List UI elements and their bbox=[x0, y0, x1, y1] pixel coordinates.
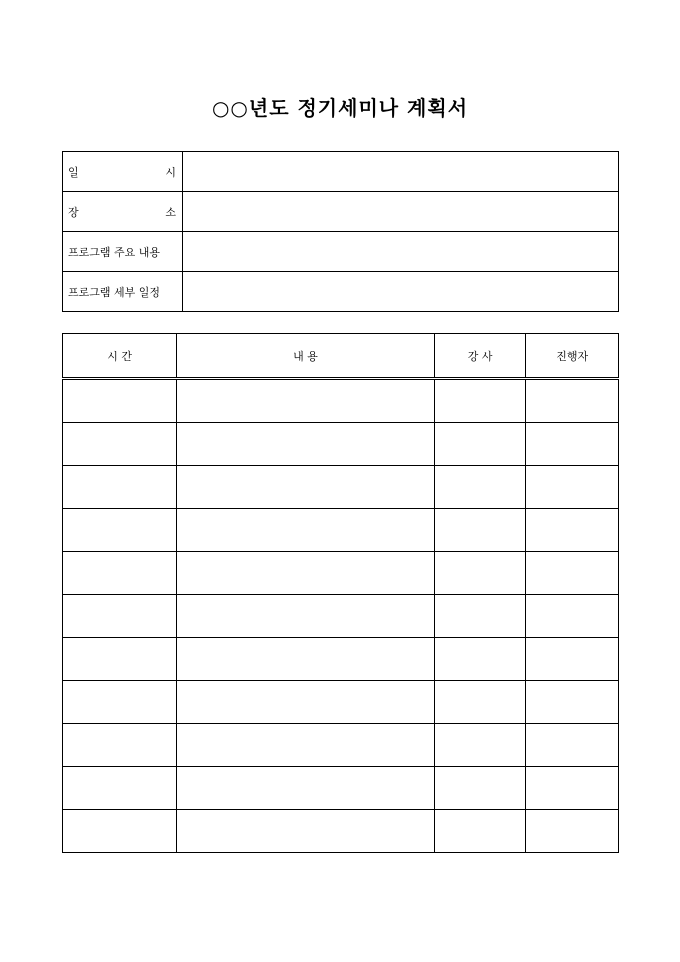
info-label-text: 시 bbox=[165, 165, 176, 179]
lecturer-cell[interactable] bbox=[434, 466, 526, 509]
info-row bbox=[63, 232, 619, 272]
time-cell[interactable] bbox=[63, 638, 177, 681]
info-label-text: 장 bbox=[68, 205, 79, 219]
table-row bbox=[63, 724, 619, 767]
host-cell[interactable] bbox=[526, 466, 619, 509]
content-cell[interactable] bbox=[177, 466, 435, 509]
table-row bbox=[63, 810, 619, 853]
time-cell[interactable] bbox=[63, 509, 177, 552]
content-cell[interactable] bbox=[177, 509, 435, 552]
host-cell[interactable] bbox=[526, 724, 619, 767]
time-cell[interactable] bbox=[63, 552, 177, 595]
content-cell[interactable] bbox=[177, 379, 435, 423]
table-row bbox=[63, 466, 619, 509]
content-cell[interactable] bbox=[177, 767, 435, 810]
table-row bbox=[63, 767, 619, 810]
header-host: 진행자 bbox=[526, 334, 619, 379]
table-row bbox=[63, 595, 619, 638]
table-row bbox=[63, 379, 619, 423]
info-label-text: 소 bbox=[165, 205, 176, 219]
info-label bbox=[63, 232, 183, 272]
time-cell[interactable] bbox=[63, 767, 177, 810]
schedule-header-row bbox=[63, 334, 619, 379]
host-cell[interactable] bbox=[526, 767, 619, 810]
time-cell[interactable] bbox=[63, 466, 177, 509]
schedule-table bbox=[62, 333, 619, 853]
table-row bbox=[63, 638, 619, 681]
host-cell[interactable] bbox=[526, 423, 619, 466]
header-content: 내 용 bbox=[177, 334, 435, 379]
time-cell[interactable] bbox=[63, 810, 177, 853]
lecturer-cell[interactable] bbox=[434, 681, 526, 724]
time-cell[interactable] bbox=[63, 379, 177, 423]
document-title: ○○년도 정기세미나 계획서 bbox=[211, 96, 469, 120]
lecturer-cell[interactable] bbox=[434, 638, 526, 681]
host-cell[interactable] bbox=[526, 379, 619, 423]
lecturer-cell[interactable] bbox=[434, 509, 526, 552]
info-value-cell[interactable] bbox=[183, 152, 619, 192]
time-cell[interactable] bbox=[63, 595, 177, 638]
content-cell[interactable] bbox=[177, 724, 435, 767]
info-row bbox=[63, 152, 619, 192]
content-cell[interactable] bbox=[177, 595, 435, 638]
info-label-text: 프로그램 주요 내용 bbox=[68, 245, 161, 259]
content-cell[interactable] bbox=[177, 810, 435, 853]
host-cell[interactable] bbox=[526, 509, 619, 552]
host-cell[interactable] bbox=[526, 552, 619, 595]
info-row bbox=[63, 192, 619, 232]
lecturer-cell[interactable] bbox=[434, 423, 526, 466]
info-label-text: 프로그램 세부 일정 bbox=[68, 285, 161, 299]
info-row bbox=[63, 272, 619, 312]
info-table bbox=[62, 151, 619, 312]
content-cell[interactable] bbox=[177, 423, 435, 466]
info-label bbox=[63, 272, 183, 312]
table-row bbox=[63, 552, 619, 595]
lecturer-cell[interactable] bbox=[434, 595, 526, 638]
host-cell[interactable] bbox=[526, 810, 619, 853]
table-row bbox=[63, 423, 619, 466]
lecturer-cell[interactable] bbox=[434, 724, 526, 767]
host-cell[interactable] bbox=[526, 681, 619, 724]
header-time: 시 간 bbox=[63, 334, 177, 379]
host-cell[interactable] bbox=[526, 638, 619, 681]
time-cell[interactable] bbox=[63, 423, 177, 466]
info-label-text: 일 bbox=[68, 165, 79, 179]
table-row bbox=[63, 509, 619, 552]
content-cell[interactable] bbox=[177, 638, 435, 681]
info-label bbox=[63, 152, 183, 192]
lecturer-cell[interactable] bbox=[434, 810, 526, 853]
header-lecturer: 강 사 bbox=[434, 334, 526, 379]
lecturer-cell[interactable] bbox=[434, 552, 526, 595]
info-value-cell[interactable] bbox=[183, 232, 619, 272]
info-label bbox=[63, 192, 183, 232]
content-cell[interactable] bbox=[177, 552, 435, 595]
table-row bbox=[63, 681, 619, 724]
info-value-cell[interactable] bbox=[183, 192, 619, 232]
time-cell[interactable] bbox=[63, 681, 177, 724]
lecturer-cell[interactable] bbox=[434, 379, 526, 423]
lecturer-cell[interactable] bbox=[434, 767, 526, 810]
content-cell[interactable] bbox=[177, 681, 435, 724]
info-value-cell[interactable] bbox=[183, 272, 619, 312]
host-cell[interactable] bbox=[526, 595, 619, 638]
time-cell[interactable] bbox=[63, 724, 177, 767]
